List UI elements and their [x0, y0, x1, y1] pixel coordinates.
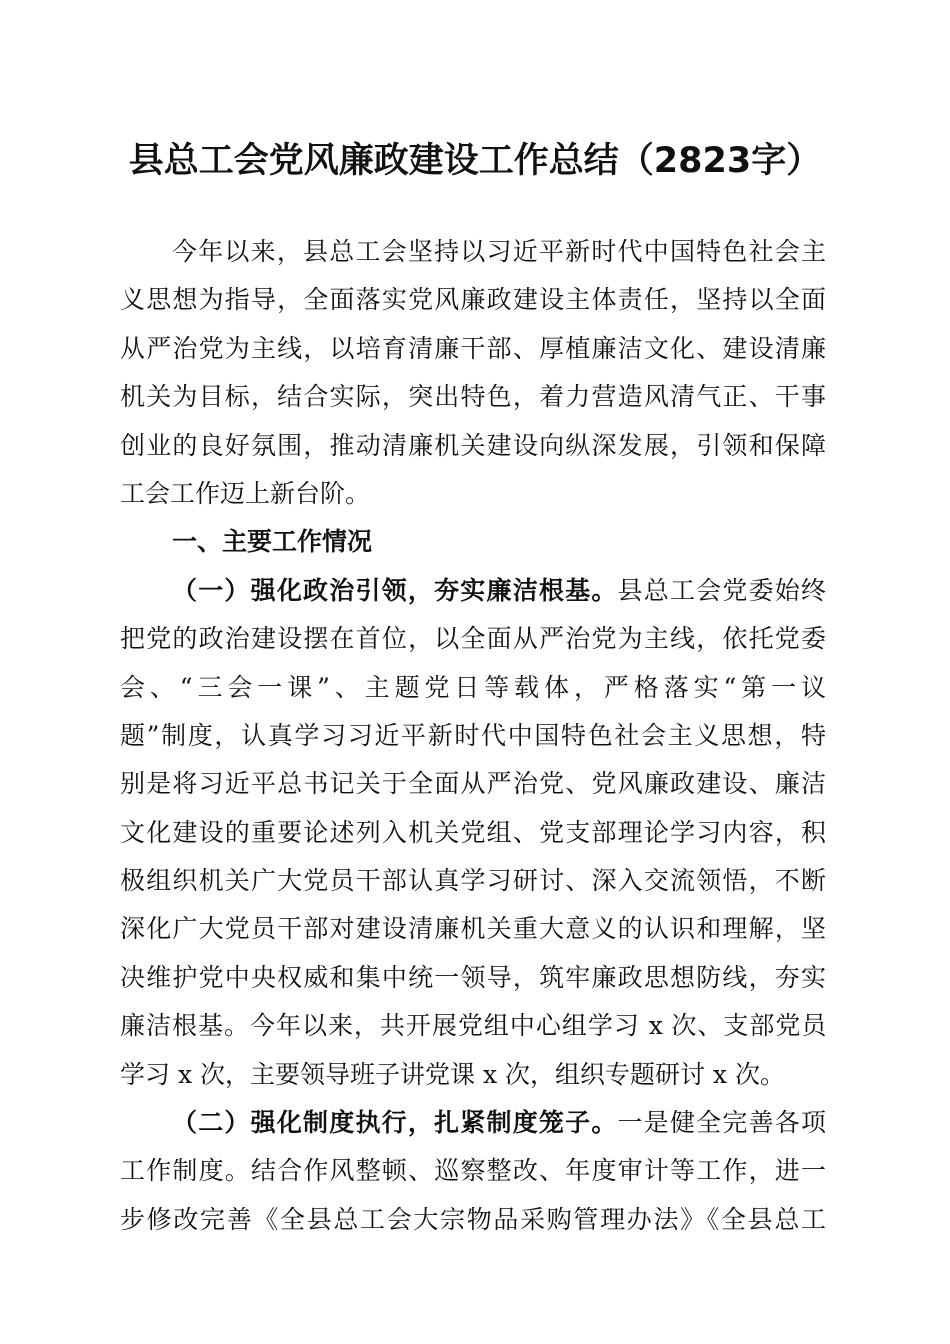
paragraph-line: 把党的政治建设摆在首位，以全面从严治党为主线，依托党委	[120, 624, 826, 654]
paragraph-line: 工会工作迈上新台阶。	[120, 478, 371, 508]
paragraph-line	[120, 567, 826, 615]
section-heading: 一、主要工作情况	[172, 527, 373, 557]
paragraph-line: 今年以来，县总工会坚持以习近平新时代中国特色社会主	[172, 237, 826, 266]
paragraph-line: 学习 x 次，主要领导班子讲党课 x 次，组织专题研讨 x 次。	[120, 1059, 785, 1089]
document-title: 县总工会党风廉政建设工作总结（2823字）	[128, 141, 822, 181]
paragraph-line: 廉洁根基。今年以来，共开展党组中心组学习 x 次、支部党员	[120, 1011, 826, 1041]
document-body	[120, 228, 826, 1244]
subheading-system-execution: （二）强化制度执行，扎紧制度笼子。	[172, 1108, 618, 1138]
intro-paragraph	[120, 228, 826, 518]
paragraph-line: 步修改完善《全县总工会大宗物品采购管理办法》《全县总工	[120, 1204, 826, 1234]
paragraph-line: 机关为目标，结合实际，突出特色，着力营造风清气正、干事	[120, 382, 826, 412]
paragraph-political-leadership	[120, 567, 826, 1099]
paragraph-line: 题”制度，认真学习习近平新时代中国特色社会主义思想，特	[120, 720, 826, 750]
paragraph-line: 工作制度。结合作风整顿、巡察整改、年度审计等工作，进一	[120, 1156, 826, 1186]
paragraph-line-rest: 县总工会党委始终	[617, 575, 826, 605]
subheading-political-leadership: （一）强化政治引领，夯实廉洁根基。	[172, 575, 618, 605]
paragraph-line: 文化建设的重要论述列入机关党组、党支部理论学习内容，积	[120, 817, 826, 847]
paragraph-line: 创业的良好氛围，推动清廉机关建设向纵深发展，引领和保障	[120, 430, 826, 460]
paragraph-line: 从严治党为主线，以培育清廉干部、厚植廉洁文化、建设清廉	[120, 333, 826, 363]
paragraph-line: 深化广大党员干部对建设清廉机关重大意义的认识和理解，坚	[120, 914, 826, 944]
paragraph-line	[120, 1099, 826, 1147]
paragraph-line-rest: 一是健全完善各项	[617, 1108, 826, 1138]
paragraph-line: 别是将习近平总书记关于全面从严治党、党风廉政建设、廉洁	[120, 769, 826, 799]
paragraph-line: 会、“三会一课”、主题党日等载体，严格落实“第一议	[120, 672, 826, 702]
paragraph-line: 极组织机关广大党员干部认真学习研讨、深入交流领悟，不断	[120, 866, 826, 896]
paragraph-line: 决维护党中央权威和集中统一领导，筑牢廉政思想防线，夯实	[120, 962, 826, 992]
paragraph-line: 义思想为指导，全面落实党风廉政建设主体责任，坚持以全面	[120, 285, 826, 315]
paragraph-system-execution	[120, 1099, 826, 1244]
